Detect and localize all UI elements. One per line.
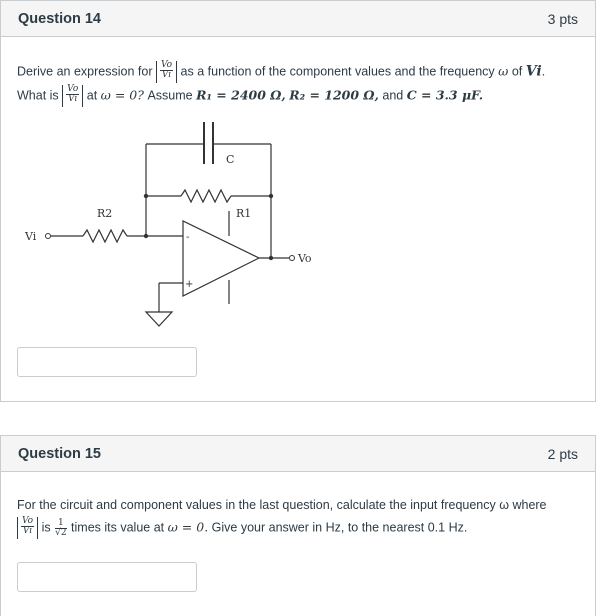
question-15-title: Question 15 — [18, 445, 101, 462]
abs-fraction — [17, 517, 38, 539]
math-omega-zero: ω = 0? — [100, 87, 144, 103]
text-segment: . — [541, 64, 546, 79]
math-omega-zero: ω = 0. — [167, 519, 209, 535]
math-r2-value: R₂ = 1200 Ω, — [289, 87, 379, 103]
fraction-numerator: Vo — [67, 84, 79, 94]
label-c: C — [226, 153, 235, 166]
inverse-sqrt2-fraction — [55, 519, 66, 538]
fraction-numerator: Vo — [22, 516, 34, 526]
question-15-text-line1: For the circuit and component values in the last question, calculate the input frequency ω where — [17, 498, 547, 512]
input-terminal — [46, 234, 51, 239]
ground-symbol — [146, 312, 172, 326]
op-amp-circuit-diagram — [21, 116, 321, 331]
junction-dot — [269, 256, 273, 260]
fraction-numerator: 1 — [55, 519, 66, 529]
fraction-denominator: Vi — [161, 70, 172, 80]
label-vi: Vi — [25, 230, 37, 243]
question-15-header — [1, 436, 595, 472]
text-segment: Derive an expression for — [17, 64, 153, 79]
math-r1-value: R₁ = 2400 Ω, — [196, 87, 286, 103]
label-r2: R2 — [97, 207, 113, 220]
fraction — [21, 517, 34, 536]
question-15-answer-input[interactable] — [17, 562, 197, 592]
fraction-denominator: Vi — [22, 526, 33, 536]
junction-dot — [144, 194, 148, 198]
text-segment: of — [511, 64, 523, 79]
junction-dot — [144, 234, 148, 238]
fraction-denominator: √2 — [55, 527, 67, 538]
text-segment: and — [382, 88, 404, 103]
text-segment: as a function of the component values and the frequency — [180, 64, 495, 79]
abs-fraction — [62, 85, 83, 107]
label-vo: Vo — [298, 252, 312, 265]
text-segment: What is — [17, 88, 59, 103]
math-c-value: C = 3.3 μF. — [406, 87, 484, 103]
text-segment: at — [86, 88, 98, 103]
abs-fraction — [156, 61, 177, 83]
math-omega: ω — [498, 63, 509, 79]
question-14-answer-input[interactable] — [17, 347, 197, 377]
label-r1: R1 — [236, 207, 252, 220]
fraction — [160, 61, 173, 80]
math-vi: Vi — [525, 63, 542, 80]
label-plus: + — [185, 279, 194, 290]
question-14-points: 3 pts — [547, 10, 578, 27]
op-amp-symbol — [183, 221, 259, 296]
question-15-points: 2 pts — [547, 445, 578, 462]
question-15-text-line2 — [17, 517, 467, 539]
text-segment: is — [41, 520, 51, 535]
fraction-denominator: Vi — [68, 94, 78, 104]
question-14-title: Question 14 — [18, 10, 101, 27]
resistor-r2-symbol — [83, 230, 127, 242]
question-14-text-line1 — [17, 61, 545, 83]
text-segment: Give your answer in Hz, to the nearest 0.1 Hz. — [211, 520, 468, 535]
fraction-numerator: Vo — [160, 60, 173, 70]
text-segment: Assume — [147, 88, 193, 103]
question-15-card — [0, 435, 596, 616]
text-segment: times its value at — [71, 520, 165, 535]
junction-dot — [269, 194, 273, 198]
question-14-header — [1, 1, 595, 37]
question-14-text-line2 — [17, 85, 483, 107]
output-terminal — [290, 256, 295, 261]
resistor-r1-symbol — [181, 190, 231, 202]
label-minus: - — [186, 232, 190, 243]
fraction — [66, 85, 79, 104]
